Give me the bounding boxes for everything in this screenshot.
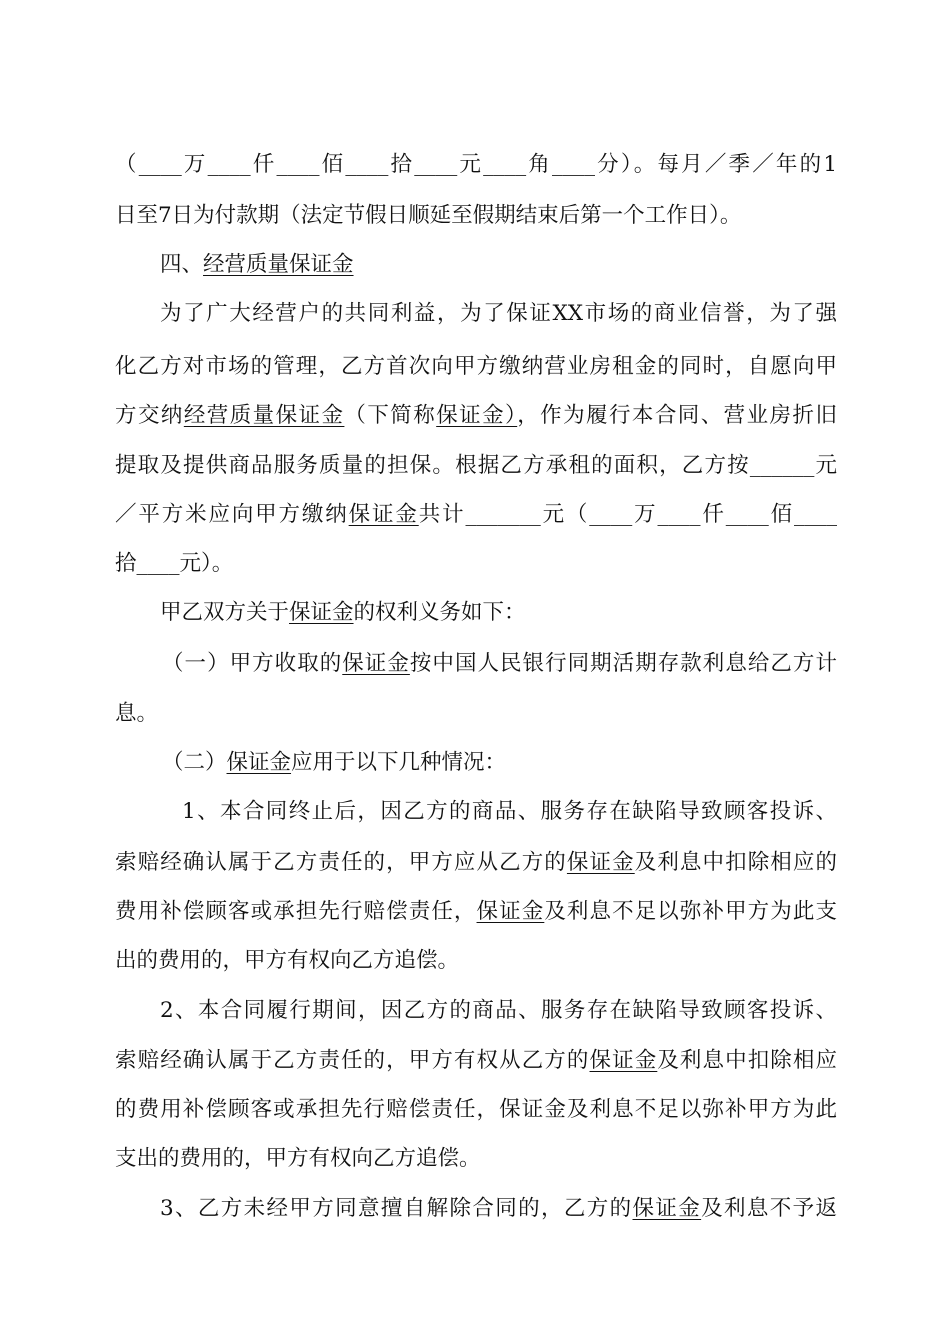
text-line (115, 946, 837, 976)
underlined-term: 保证金） (436, 403, 518, 428)
underlined-term: 保证金 (348, 502, 419, 527)
text-segment: 日至7日为付款期（法定节假日顺延至假期结束后第一个工作日）。 (115, 203, 742, 228)
text-line (115, 201, 837, 231)
underlined-term: 经营质量保证金 (203, 252, 354, 277)
text-segment: ／平方米应向甲方缴纳 (115, 502, 349, 527)
underlined-term: 保证金 (342, 651, 410, 676)
text-segment: 及利息中扣除相应 (657, 1048, 837, 1073)
text-segment: 提取及提供商品服务质量的担保。根据乙方承租的面积，乙方按______元 (115, 453, 837, 478)
text-line (115, 549, 837, 579)
underlined-term: 保证金 (476, 899, 545, 924)
text-line (115, 1095, 837, 1125)
text-segment: 化乙方对市场的管理，乙方首次向甲方缴纳营业房租金的同时，自愿向甲 (115, 354, 837, 379)
text-segment: 3、乙方未经甲方同意擅自解除合同的，乙方的 (160, 1196, 633, 1221)
text-line (160, 996, 837, 1026)
text-line (115, 401, 837, 431)
text-segment: 出的费用的，甲方有权向乙方追偿。 (115, 948, 460, 973)
text-line (115, 150, 837, 180)
text-line (160, 299, 837, 329)
text-segment: （____万____仟____佰____拾____元____角____分）。每月／季／年的1 (115, 152, 837, 177)
section-heading (160, 250, 837, 280)
text-segment: 费用补偿顾客或承担先行赔偿责任， (115, 899, 477, 924)
text-segment: （一）甲方收取的 (162, 651, 343, 676)
text-line (115, 500, 837, 530)
text-segment: 按中国人民银行同期活期存款利息给乙方计 (409, 651, 837, 676)
underlined-term: 保证金 (632, 1196, 702, 1221)
text-segment: 及利息不予返 (701, 1196, 837, 1221)
text-line (182, 797, 837, 827)
text-line (160, 1194, 837, 1224)
text-line (115, 1144, 837, 1174)
text-segment: 共计_______元（____万____仟____佰____ (418, 502, 837, 527)
text-line (115, 699, 837, 729)
text-segment: 息。 (115, 701, 159, 726)
text-segment: 1、本合同终止后，因乙方的商品、服务存在缺陷导致顾客投诉、 (182, 799, 837, 824)
text-segment: 应用于以下几种情况： (291, 750, 507, 775)
text-line (115, 897, 837, 927)
text-segment: 及利息不足以弥补甲方为此支 (544, 899, 837, 924)
text-line (160, 598, 837, 628)
text-line (115, 1046, 837, 1076)
text-segment: 的权利义务如下： (353, 600, 526, 625)
text-segment: 方交纳 (115, 403, 184, 428)
text-segment: 及利息中扣除相应的 (634, 850, 837, 875)
text-line (115, 848, 837, 878)
text-segment: 四、 (160, 252, 204, 277)
text-segment: 2、本合同履行期间，因乙方的商品、服务存在缺陷导致顾客投诉、 (160, 998, 837, 1023)
text-segment: 拾____元）。 (115, 551, 234, 576)
text-segment: （二） (162, 750, 227, 775)
text-line (162, 649, 837, 679)
text-line (162, 748, 837, 778)
text-segment: ，作为履行本合同、营业房折旧 (517, 403, 837, 428)
text-segment: 甲乙双方关于 (160, 600, 290, 625)
text-segment: 索赔经确认属于乙方责任的，甲方应从乙方的 (115, 850, 567, 875)
underlined-term: 保证金 (289, 600, 354, 625)
text-segment: 的费用补偿顾客或承担先行赔偿责任，保证金及利息不足以弥补甲方为此 (115, 1097, 837, 1122)
text-segment: 为了广大经营户的共同利益，为了保证XX市场的商业信誉，为了强 (160, 301, 837, 326)
underlined-term: 经营质量保证金 (183, 403, 345, 428)
underlined-term: 保证金 (566, 850, 635, 875)
text-segment: 支出的费用的，甲方有权向乙方追偿。 (115, 1146, 481, 1171)
underlined-term: 保证金 (589, 1048, 658, 1073)
text-line (115, 352, 837, 382)
underlined-term: 保证金 (226, 750, 292, 775)
text-segment: （下简称 (344, 403, 437, 428)
text-segment: 索赔经确认属于乙方责任的，甲方有权从乙方的 (115, 1048, 590, 1073)
text-line (115, 451, 837, 481)
